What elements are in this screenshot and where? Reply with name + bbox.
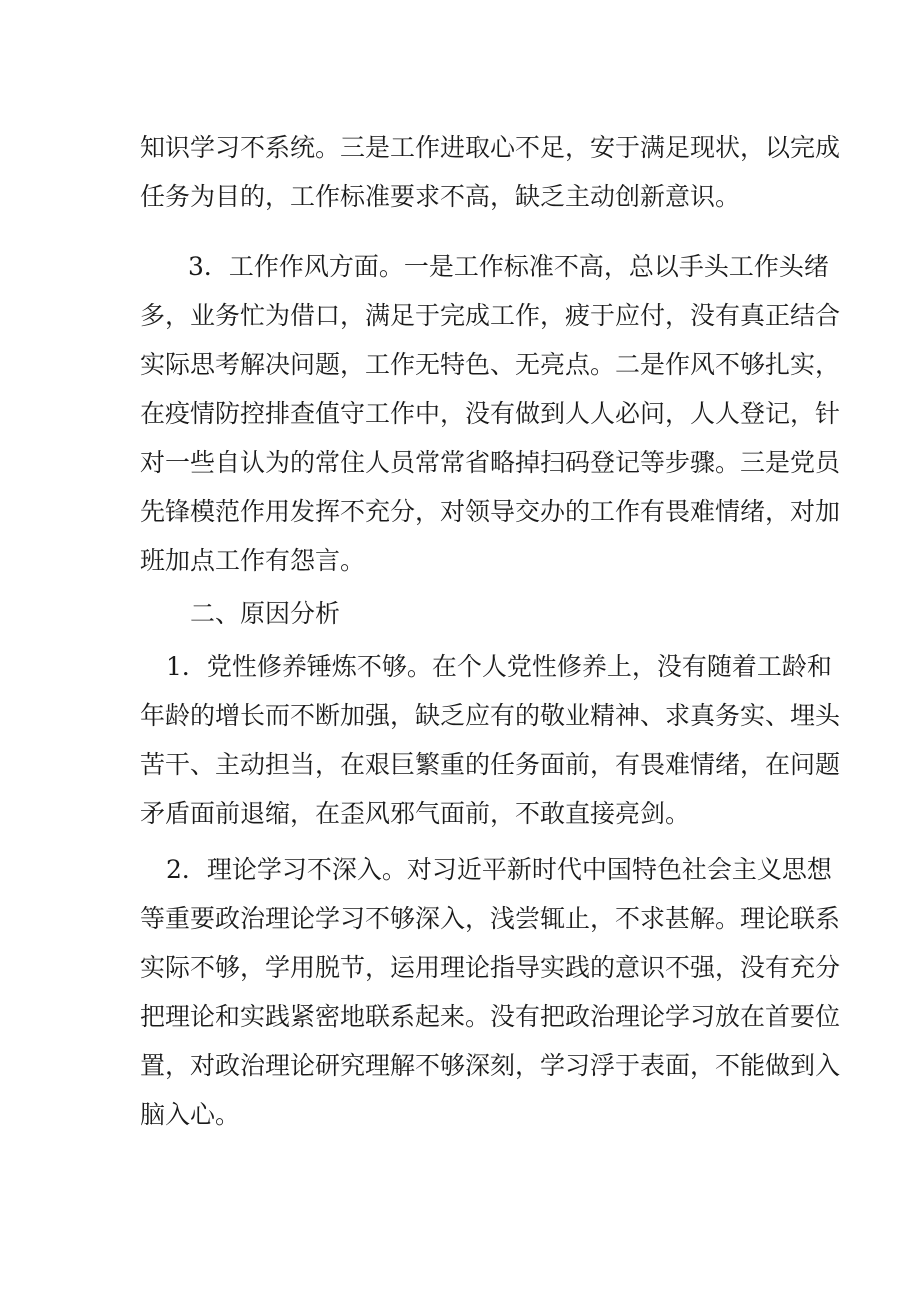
paragraph-line: 1．党性修养锤炼不够。在个人党性修养上，没有随着工龄和 <box>166 652 832 681</box>
paragraph-line: 知识学习不系统。三是工作进取心不足，安于满足现状，以完成 <box>140 133 841 162</box>
paragraph-line: 多，业务忙为借口，满足于完成工作，疲于应付，没有真正结合 <box>140 301 841 330</box>
paragraph-line: 班加点工作有怨言。 <box>140 546 366 575</box>
paragraph-line: 2．理论学习不深入。对习近平新时代中国特色社会主义思想 <box>166 855 832 884</box>
paragraph-line: 实际思考解决问题，工作无特色、无亮点。二是作风不够扎实， <box>140 350 841 379</box>
paragraph-line: 矛盾面前退缩，在歪风邪气面前，不敢直接亮剑。 <box>140 799 691 828</box>
paragraph-line: 把理论和实践紧密地联系起来。没有把政治理论学习放在首要位 <box>140 1002 841 1031</box>
paragraph-line: 脑入心。 <box>140 1100 241 1129</box>
paragraph-line: 实际不够，学用脱节，运用理论指导实践的意识不强，没有充分 <box>140 953 841 982</box>
paragraph-line: 在疫情防控排查值守工作中，没有做到人人必问，人人登记，针 <box>140 399 841 428</box>
paragraph-line: 等重要政治理论学习不够深入，浅尝辄止，不求甚解。理论联系 <box>140 904 841 933</box>
paragraph-line: 苦干、主动担当，在艰巨繁重的任务面前，有畏难情绪，在问题 <box>140 750 841 779</box>
paragraph-line: 年龄的增长而不断加强，缺乏应有的敬业精神、求真务实、埋头 <box>140 701 841 730</box>
paragraph-line: 任务为目的，工作标准要求不高，缺乏主动创新意识。 <box>140 182 741 211</box>
paragraph-line: 对一些自认为的常住人员常常省略掉扫码登记等步骤。三是党员 <box>140 448 841 477</box>
paragraph-line: 3．工作作风方面。一是工作标准不高，总以手头工作头绪 <box>188 252 829 281</box>
paragraph-line: 置，对政治理论研究理解不够深刻，学习浮于表面，不能做到入 <box>140 1051 841 1080</box>
paragraph-line: 先锋模范作用发挥不充分，对领导交办的工作有畏难情绪，对加 <box>140 497 841 526</box>
section-heading: 二、原因分析 <box>190 599 341 628</box>
